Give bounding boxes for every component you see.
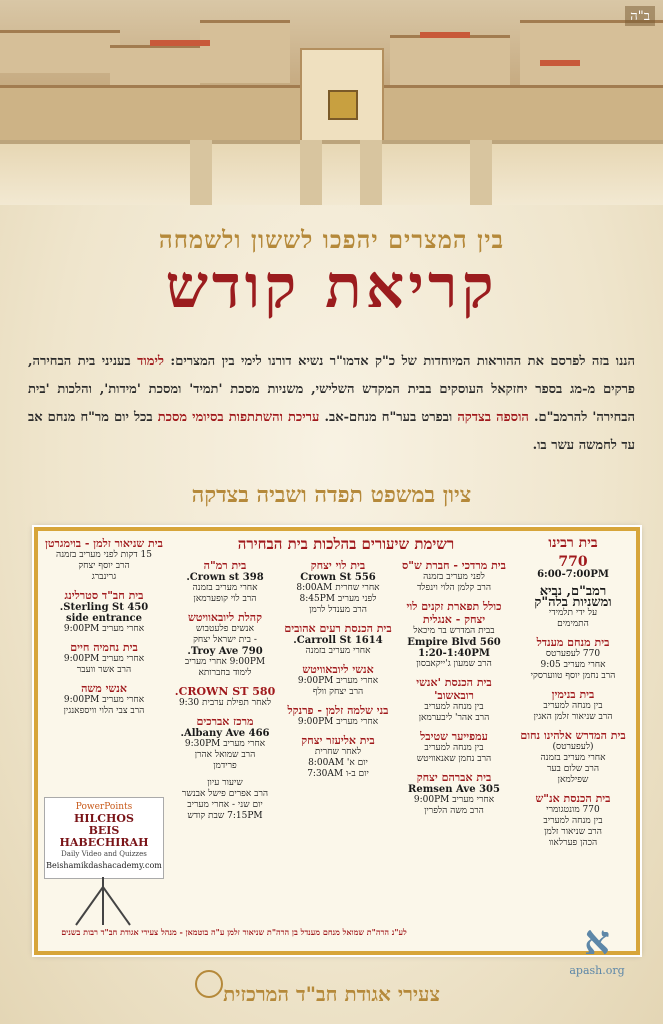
intro-text-4: בכל יום מר"ח מנחם אב עד לחמשה עשר בו. <box>28 410 635 453</box>
intro-text-2: בעניני בית הבחירה, פרקים מ-מג בספר יחזקאל העוסקים בבית המקדש השלישי, משניות מסכת 'תמיד' ומסכת 'מידות', והלכות 'בית הבחירה' להרמב"ם. <box>28 354 636 425</box>
board-title: רשימת שיעורים בהלכות בית הבחירה <box>237 535 455 553</box>
intro-paragraph <box>28 348 635 460</box>
intro-text-1: הננו בזה לפרסם את ההוראות המיוחדות של כ"ק אדמו"ר נשיא דורנו לימי בין המצרים: <box>170 354 636 369</box>
list-item: שיעור עיון הרב אפרים פישל אבנשר יום שני - אחרי מעריב 7:15PM שבת קודש <box>181 778 269 821</box>
list-item: בית הכנסת 'אנשי רובאשוב' בין מנחה למעריב הרב אהר' ליבערמאן <box>416 676 492 723</box>
list-item: בית לוי יצחק 556 Crown St אחרי שחרית 8:00AM לפני מעריב 8:45PM הרב מענדל לרמן <box>296 559 380 615</box>
list-item: בית הכנסת אנ"ש 770 מונטגומרי בין מנחה למעריב הרב שניאור זלמן הכהן פערלאוו <box>535 792 611 848</box>
tripod-icon <box>68 877 138 927</box>
powerpoint-ad <box>44 797 164 879</box>
list-item: אנשי משה אחרי מעריב 9:00PM הרב צבי הלוי וויספאנגין <box>63 682 145 716</box>
column-3 <box>284 559 392 786</box>
watermark-text: apash.org <box>569 964 625 977</box>
ppt-line-1: PowerPoints <box>75 802 133 812</box>
temple-wall <box>0 140 663 205</box>
list-item: בית מרדכי - חברת ש"ס לפני מעריב בזמנה הרב קלמן הלוי וינפלד <box>402 559 506 593</box>
list-item: עמפייער שטיבל בין מנחה למעריב הרב נחמן שאנאוויטש <box>416 730 492 764</box>
intro-siyum: עריכת והשתתפות בסיומי מסכת <box>157 410 320 425</box>
column-2 <box>396 559 512 823</box>
list-item: בית בנימין בין מנחה למעריב הרב שניאור זלמן האגין <box>533 688 613 722</box>
list-item: בית אברהם יצחק 305 Remsen Ave אחרי מעריב 9:00PM הרב משה הלפרין <box>408 771 500 816</box>
ppt-line-2: HILCHOS <box>74 812 134 825</box>
shiurim-board <box>34 527 640 955</box>
page-title: קריאת קודש <box>165 252 498 322</box>
column-5 <box>44 537 164 723</box>
corner-mark: ב"ה <box>625 6 655 26</box>
list-item: מרכז אברכים 466 Albany Ave. אחרי מעריב 9:30PM הרב שמואל אהרן פרידמן <box>180 715 270 771</box>
list-item: 580 CROWN ST. לאחר תפילת ערבית 9:30 <box>174 685 276 708</box>
intro-text-3: ובפרט בער"ח מנחם-אב. <box>324 410 453 425</box>
list-item: בית שניאור זלמן - בוימגרטן 15 דקות לפני מעריב בזמנה הרב יוסף יצחק גרינברג <box>45 537 163 582</box>
watermark-icon: א <box>584 917 610 964</box>
list-item: כולל תפארת זקנים לוי יצחק - אנגלית בבית המדרש בר מיכאל 560 Empire Blvd 1:20-1:40PM הרב שמעון ג'ייקאבסון <box>406 600 502 669</box>
subtitle: בין המצרים יהפכו לששון ולשמחה <box>158 225 505 254</box>
list-item: בית המדרש אלהינו נחום (לעפערטס) אחרי מעריב בזמנה הרב שלום בער שפילמאן <box>520 729 626 785</box>
list-item: בית רבינו <box>548 535 598 551</box>
list-item: בית נחמיה חיים אחרי מעריב 9:00PM הרב אשר וועבר <box>63 641 145 675</box>
list-item: בני שלמה זלמן - פרנקל אחרי מעריב 9:00PM <box>287 704 389 727</box>
list-item: רמב"ם, נביא ומשניות בלה"ק על ידי תלמידי התמימים <box>534 584 612 629</box>
column-1 <box>516 537 630 855</box>
list-item: 770 6:00-7:00PM <box>537 554 609 580</box>
list-item: אנשי ליובאוויטש אחרי מעריב 9:00PM הרב יצחק וולף <box>297 663 379 697</box>
temple-banner <box>0 0 663 205</box>
footer-organization: צעירי אגודת חב"ד המרכזית <box>223 982 440 1006</box>
list-item: בית חב"ד סטרלינג 450 Sterling St. side entrance אחרי מעריב 9:00PM <box>59 589 149 634</box>
list-item: בית רמ"ה 398 Crown st. אחרי מעריב בזמנה הרב לוי קופערמאן <box>186 559 264 604</box>
intro-tzedaka: הוספה בצדקה <box>457 410 529 425</box>
temple-building <box>300 48 384 152</box>
list-item: בית הכנסת רעים אהובים 1614 Carroll St. אחרי מעריב בזמנה <box>284 622 392 656</box>
list-item: קהלת ליובאוויטש אנשים פלעטבוש - בית ישראל יצחק 790 Troy Ave. 9:00PM אחרי מעריב לימוד בחברותא <box>184 611 266 678</box>
intro-limud: לימוד <box>137 354 164 369</box>
ppt-line-4: Daily Video and Quizzes <box>61 850 147 858</box>
watermark-logo <box>562 918 632 988</box>
column-4 <box>170 559 280 828</box>
ppt-website-link[interactable]: Beishamikdashacademy.com <box>46 861 162 870</box>
motto: ציון במשפט תפדה ושביה בצדקה <box>191 482 472 508</box>
list-item: בית אליעזר יצחק לאחר שחרית יום א' 8:00AM יום ב-ו 7:30AM <box>301 734 375 779</box>
list-item: בית מנחם מענדל 770 לעפערטס אחרי מעריב 9:05 הרב נחמן יוסף טווערסקי <box>530 636 616 681</box>
ppt-line-3: BEIS HABECHIRAH <box>59 824 149 849</box>
memorial-dedication: לע"נ הרה"ת שמואל מנחם מענדל בן הרה"ת שניאור זלמן ע"ה בוטמאן - מנהל צעירי אגודת חב"ד רבות בשנים <box>61 927 407 937</box>
